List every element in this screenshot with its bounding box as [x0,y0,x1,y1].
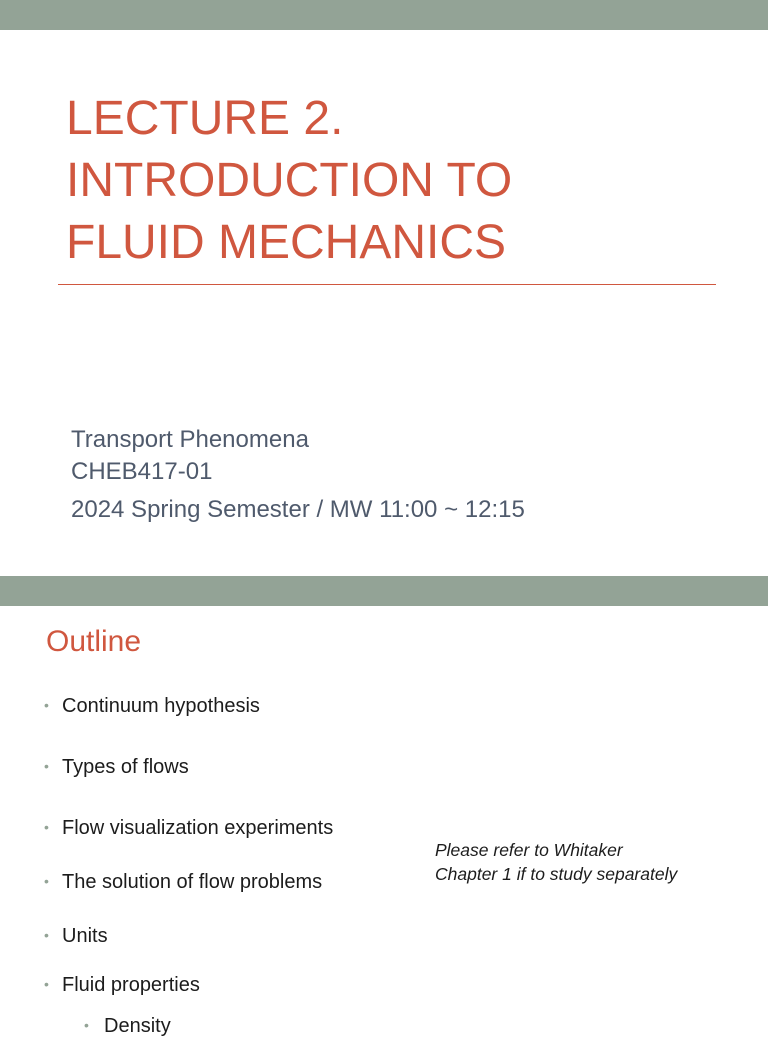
bullet-dot-icon: • [84,1017,89,1033]
outline-item [44,868,322,895]
reference-note-line: Please refer to Whitaker [435,840,623,860]
course-name: Transport Phenomena [71,426,309,453]
lecture-title-line: LECTURE 2. [66,92,344,145]
reference-note [435,838,677,886]
outline-item [44,922,108,949]
title-divider [58,284,716,285]
slide-1-top-band [0,0,768,30]
lecture-title-line: FLUID MECHANICS [66,216,507,269]
outline-sub-item [84,1012,171,1039]
outline-item-text: Continuum hypothesis [62,695,260,717]
outline-heading: Outline [46,625,142,658]
bullet-dot-icon: • [44,873,49,889]
outline-item-text: Flow visualization experiments [62,817,334,839]
course-schedule: 2024 Spring Semester / MW 11:00 ~ 12:15 [71,496,525,523]
outline-item-text: Units [62,925,108,947]
outline-item [44,692,260,719]
outline-item-text: The solution of flow problems [62,871,323,893]
lecture-title-line: INTRODUCTION TO [66,154,513,207]
outline-item [44,814,333,841]
course-code: CHEB417-01 [71,458,213,485]
bullet-dot-icon: • [44,758,49,774]
course-info [71,424,525,526]
bullet-dot-icon: • [44,697,49,713]
bullet-dot-icon: • [44,976,49,992]
lecture-title [66,88,512,274]
outline-item [44,971,200,998]
bullet-dot-icon: • [44,927,49,943]
slide-2-top-band [0,576,768,606]
outline-item [44,753,189,780]
outline-item-text: Fluid properties [62,974,200,996]
outline-sub-item-text: Density [104,1015,171,1037]
bullet-dot-icon: • [44,819,49,835]
outline-item-text: Types of flows [62,756,189,778]
reference-note-line: Chapter 1 if to study separately [435,864,678,884]
